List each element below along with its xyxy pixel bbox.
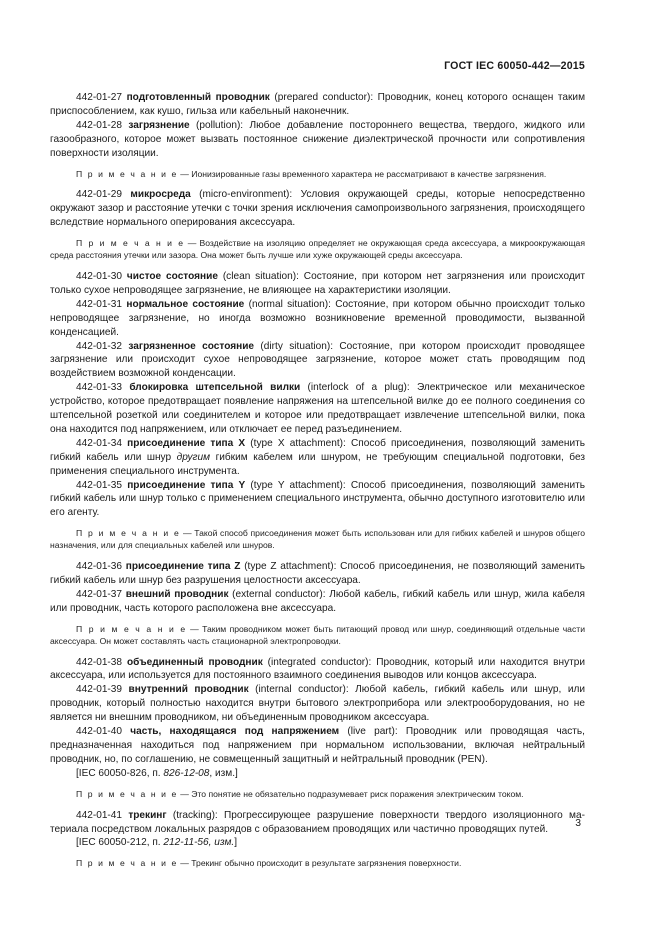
term-name: объединенный проводник <box>126 656 263 668</box>
document-body <box>50 91 585 870</box>
term-entry: 442-01-37 внешний проводник (external conductor): Любой кабель, гибкий кабель или шнур, жила кабеля или проводник, часть которого расположена вне аксессуара. <box>50 588 586 614</box>
term-entry: 442-01-38 объединенный проводник (integrated conductor): Проводник, который или находится внутри аксессуара, или используется для постоянного взаимного соединения выводов или концов аксессуара. <box>50 656 585 682</box>
page-number: 3 <box>575 818 581 829</box>
term-entry: 442-01-30 чистое состояние (clean situation): Состояние, при котором нет загрязнения или происходит только сухое непроводящее загрязнение, не влияющее на характеристики изоляции. <box>50 270 585 296</box>
term-entry: 442-01-28 загрязнение (pollution): Любое добавление постороннего вещества, твердого, жидкого или газообразного, которое может вызвать постоянное снижение диэлектрической прочности или сопротивления поверхности изоляции. <box>50 119 585 159</box>
term-entry: 442-01-36 присоединение типа Z (type Z attachment): Способ присоединения, не позволяющий заменить гибкий кабель или шнур без разрушения целостности аксессуара. <box>50 561 586 586</box>
note: П р и м е ч а н и е — Воздействие на изоляцию определяет не окружающая среда аксессуара, а микроокружающая среда расстояния утечки или зазора. Она может быть лучше или хуже окружающей среды аксессуара. <box>50 238 585 261</box>
term-name: присоединение типа X <box>127 437 246 449</box>
term-entry: 442-01-35 присоединение типа Y (type Y attachment): Способ присоединения, позволяющий заменить гибкий кабель или шнур только с применением специального инструмента, обычно доступного изготовителю или его агенту. <box>50 479 585 519</box>
term-name: часть, находящаяся под напряжением <box>130 726 340 738</box>
term-name: подготовленный проводник <box>126 92 270 103</box>
term-name: присоединение типа Z <box>125 561 241 573</box>
term-entry: 442-01-39 внутренний проводник (internal conductor): Любой кабель, гибкий кабель или шнур, или проводник, который полностью находится внутри бытового электроприбора или электрооборудования, но не является ни внешним проводником, ни объединенным проводником аксессуара. <box>50 684 585 724</box>
term-entry: 442-01-34 присоединение типа X (type X attachment): Способ присоединения, позволяющий заменить гибкий кабель или шнур другим гибким кабелем или шнуром, не требующим специальной подготовки, без применения специального инструмента. <box>50 437 585 477</box>
term-entry: 442-01-31 нормальное состояние (normal situation): Состояние, при котором обычно происходит только непроводящее загрязнение, но иногда возможно возникновение временной проводимости, вызванной конденсацией. <box>50 298 585 338</box>
source-reference: [IEC 60050-826, п. 826-12-08, изм.] <box>76 767 238 779</box>
term-name: присоединение типа Y <box>127 479 246 491</box>
term-entry: 442-01-32 загрязненное состояние (dirty situation): Состояние, при котором происходит проводящее загрязнение или происходит сухое непроводящее загрязнение, которое может стать проводящим под воздействием возможной конденсации. <box>50 340 585 380</box>
term-name: загрязненное состояние <box>128 340 255 352</box>
term-name: трекинг <box>128 809 167 821</box>
term-name: внутренний проводник <box>128 684 249 696</box>
term-name: блокировка штепсельной вилки <box>129 382 301 394</box>
note: П р и м е ч а н и е — Таким проводником может быть питающий провод или шнур, соединяющий отдельные части аксессуара. Он может составлять часть стационарной электропроводки. <box>50 623 585 646</box>
term-entry: 442-01-27 подготовленный проводник (prepared conductor): Проводник, конец которого оснащен таким приспособлением, как кушо, гильза или кабельный наконечник. <box>50 92 586 117</box>
note: П р и м е ч а н и е — Такой способ присоединения может быть использован или для гибких кабелей и шнуров общего назначения, или для специальных кабелей или шнуров. <box>50 528 585 551</box>
note: П р и м е ч а н и е — Это понятие не обязательно подразумевает риск поражения электрическим током. <box>76 788 524 799</box>
term-name: чистое состояние <box>126 270 218 282</box>
term-entry: 442-01-33 блокировка штепсельной вилки (interlock of a plug): Электрическое или механическое устройство, которое предотвращает появление напряжения на штепсельной вилке до ее полного соединения со штепсельной розеткой или соединителем и которое или предотвращает извлечение штепсельной вилки, пока она находится под напряжением, или отключает ее перед разъединением. <box>50 382 585 435</box>
term-name: загрязнение <box>128 119 190 131</box>
term-entry: 442-01-40 часть, находящаяся под напряжением (live part): Проводник или проводящая часть, предназначенная находиться под напряжением при нормальном использовании, включая нейтральный проводник, но, по соглашению, не совмещенный защитный и нейтральный проводник (PEN). <box>50 726 585 765</box>
note: П р и м е ч а н и е — Ионизированные газы временного характера не рассматривают в качестве загрязнения. <box>76 168 547 179</box>
term-name: нормальное состояние <box>126 298 245 310</box>
term-name: микросреда <box>130 189 191 201</box>
term-entry: 442-01-29 микросреда (micro-environment): Условия окружающей среды, которые непосредственно окружают зазор и расстояние утечки с точки зрения исключения самопроизвольного загрязнения, происходящего вследствие нормального оперирования аксессуара. <box>50 189 585 229</box>
standard-header: ГОСТ IEC 60050-442—2015 <box>444 60 585 72</box>
term-name: внешний проводник <box>125 588 229 600</box>
source-reference: [IEC 60050-212, п. 212-11-56, изм.] <box>76 837 237 849</box>
note: П р и м е ч а н и е — Трекинг обычно происходит в результате загрязнения поверхности. <box>76 858 462 869</box>
term-entry: 442-01-41 трекинг (tracking): Прогрессирующее разрушение поверхности твердого изоляционного материала посредством локальных разрядов с образованием проводящих или частично проводящих путей. <box>50 809 585 835</box>
